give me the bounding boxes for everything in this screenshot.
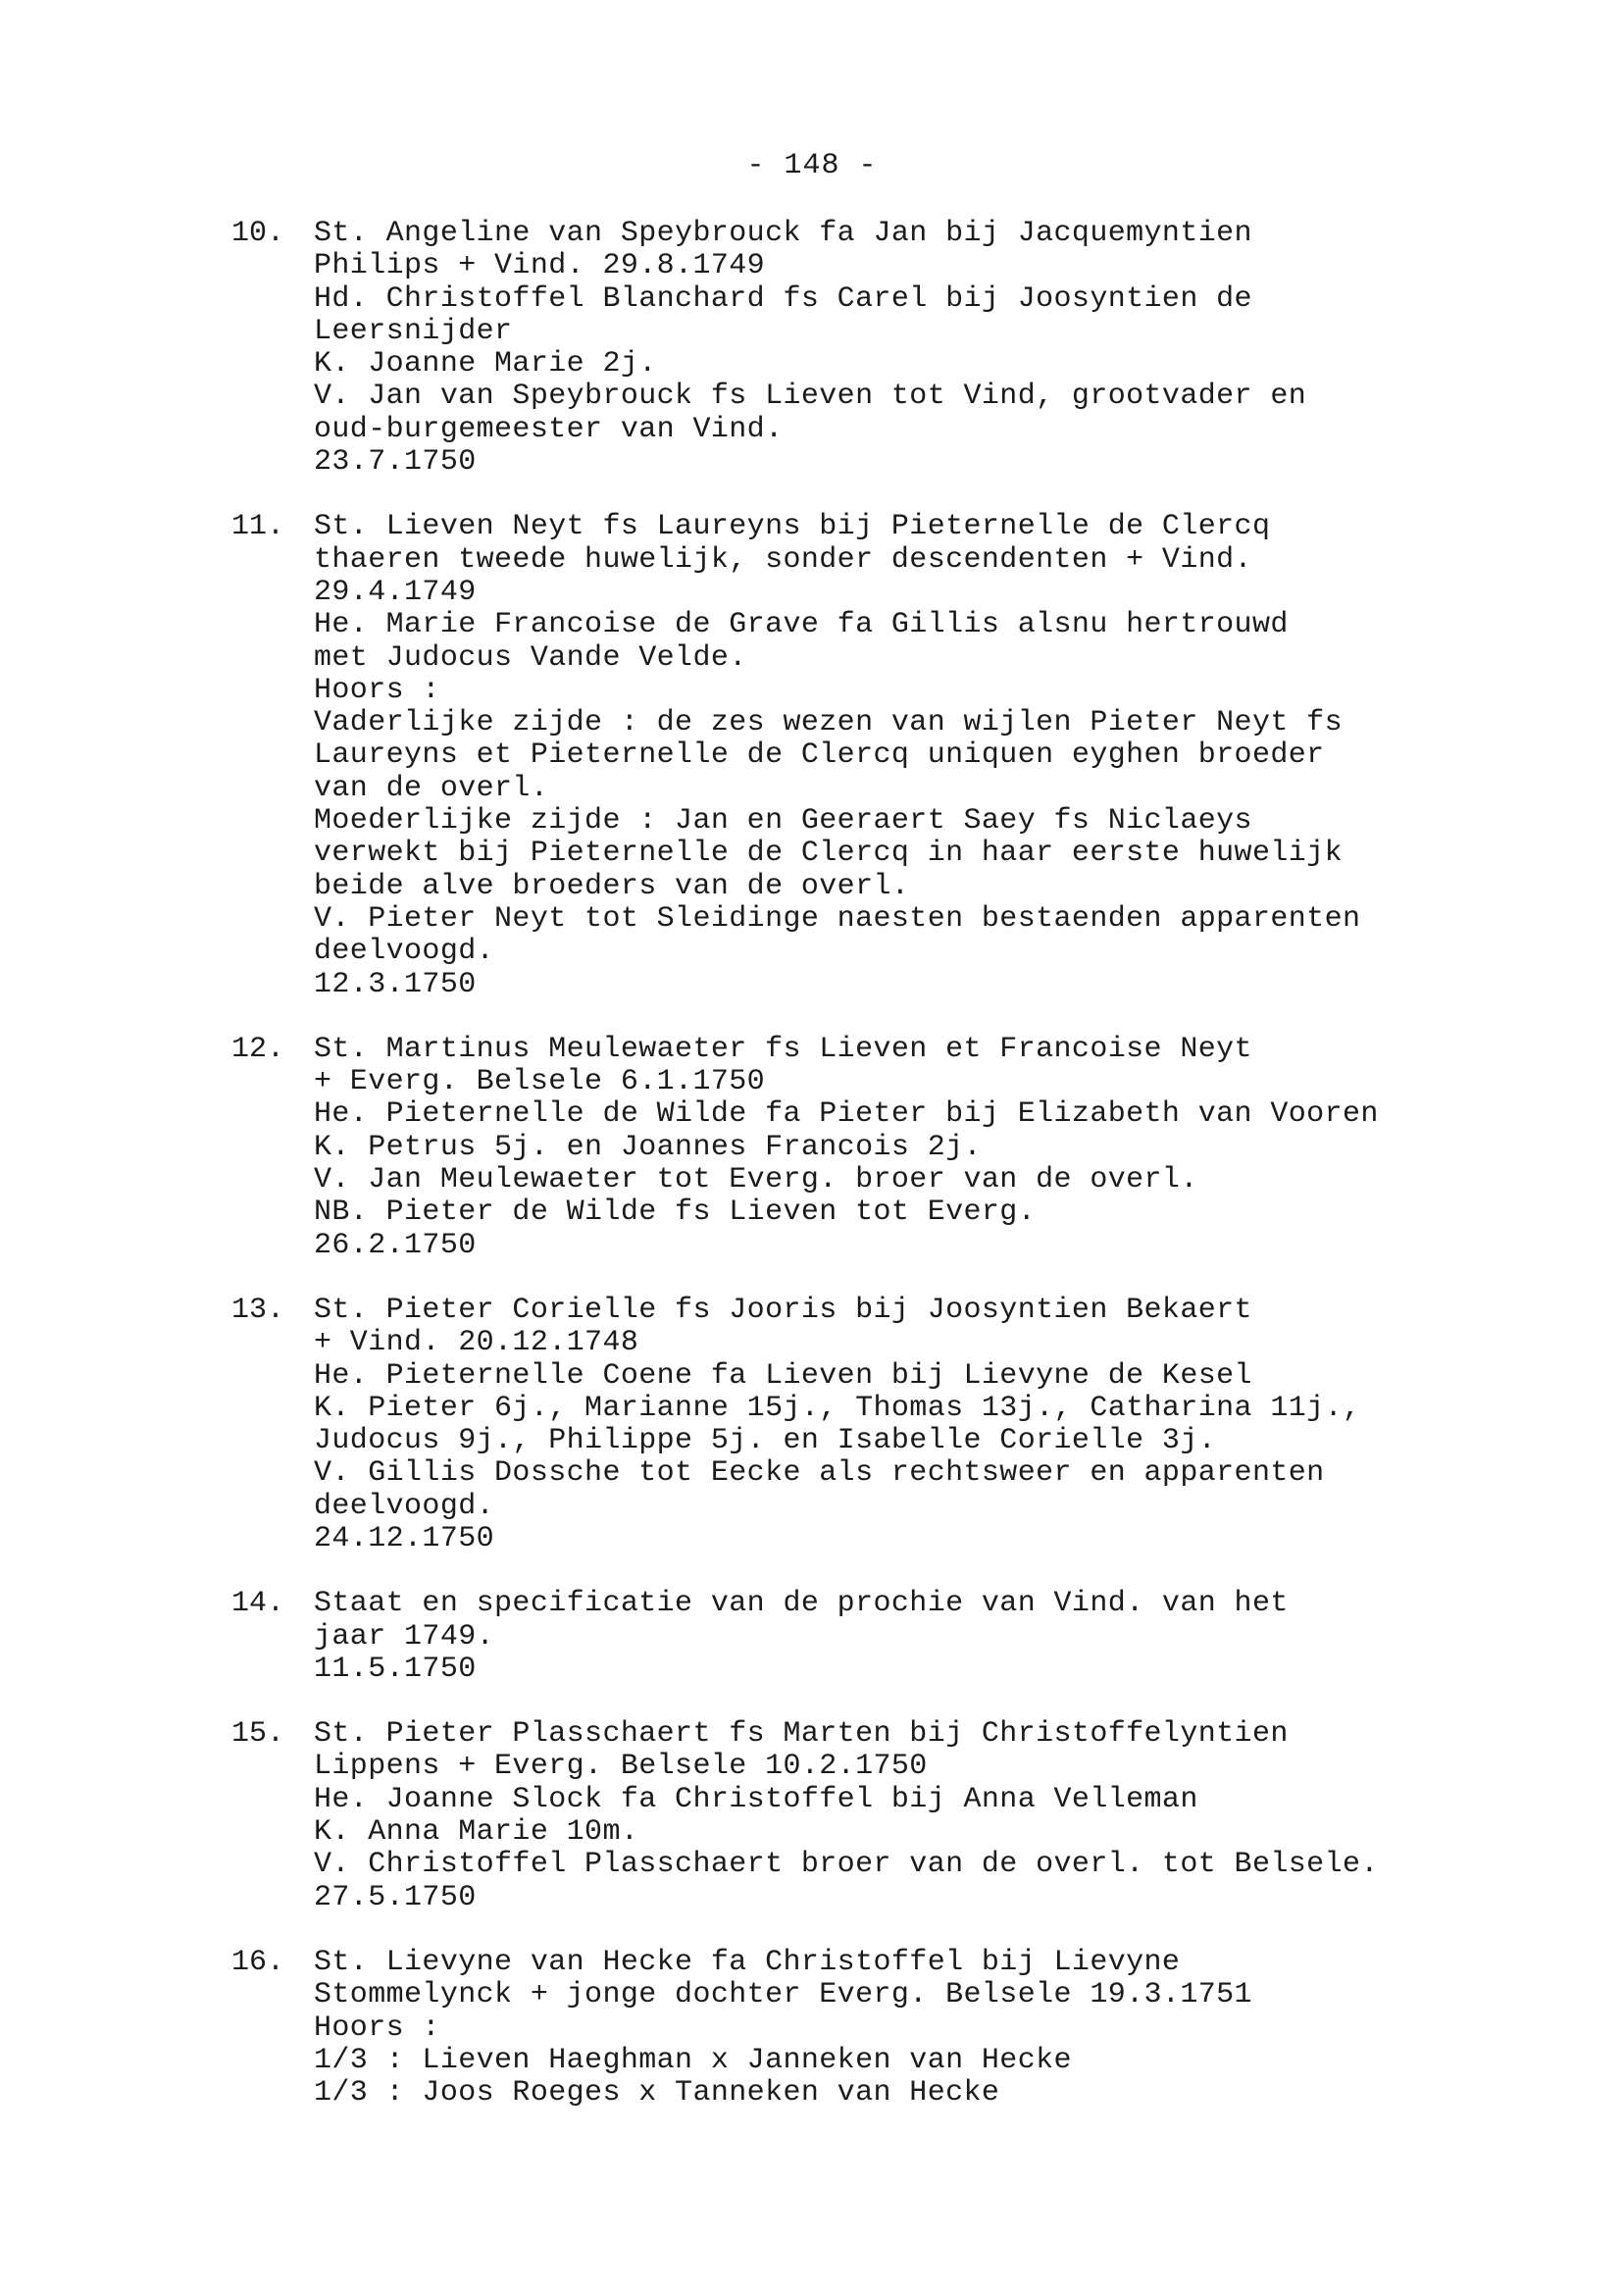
entry-line: He. Marie Francoise de Grave fa Gillis alsnu hertrouwd xyxy=(314,608,1289,642)
entry-line: NB. Pieter de Wilde fs Lieven tot Everg. xyxy=(314,1196,1037,1230)
entry-line: + Vind. 20.12.1748 xyxy=(314,1326,639,1360)
entry xyxy=(231,1295,1497,1555)
entry xyxy=(231,1718,1497,1914)
entry-line: verwekt bij Pieternelle de Clercq in haar eerste huwelijk xyxy=(314,837,1343,871)
entry-line: Vaderlijke zijde : de zes wezen van wijlen Pieter Neyt fs xyxy=(314,706,1343,740)
entry-line: Hoors : xyxy=(314,2011,440,2045)
entry-line: Judocus 9j., Philippe 5j. en Isabelle Corielle 3j. xyxy=(314,1424,1217,1458)
entry-number: 12. xyxy=(231,1032,285,1066)
page-number: - 148 - xyxy=(746,149,878,182)
entry-line: St. Lieven Neyt fs Laureyns bij Pieternelle de Clercq xyxy=(314,510,1271,544)
entry-number: 11. xyxy=(231,510,285,544)
entry xyxy=(231,218,1497,479)
entry-line: V. Jan van Speybrouck fs Lieven tot Vind, grootvader en xyxy=(314,380,1307,414)
entry-line: 11.5.1750 xyxy=(314,1652,477,1686)
entry-line: 26.2.1750 xyxy=(314,1228,477,1262)
entry xyxy=(231,1947,1497,2110)
entry-line: van de overl. xyxy=(314,771,549,805)
entry-line: Lippens + Everg. Belsele 10.2.1750 xyxy=(314,1750,928,1784)
entry-list xyxy=(231,218,1497,2142)
entry-line: Philips + Vind. 29.8.1749 xyxy=(314,249,766,283)
entry-line: He. Joanne Slock fa Christoffel bij Anna Velleman xyxy=(314,1782,1198,1816)
entry-line: thaeren tweede huwelijk, sonder descendenten + Vind. xyxy=(314,542,1252,577)
entry-line: V. Gillis Dossche tot Eecke als rechtsweer en apparenten xyxy=(314,1456,1325,1491)
entry-line: Leersnijder xyxy=(314,314,513,348)
entry-line: Laureyns et Pieternelle de Clercq uniquen eyghen broeder xyxy=(314,738,1325,773)
entry-line: 1/3 : Joos Roeges x Tanneken van Hecke xyxy=(314,2076,1000,2111)
entry-line: Stommelynck + jonge dochter Everg. Belsele 19.3.1751 xyxy=(314,1978,1252,2012)
entry-line: deelvoogd. xyxy=(314,1489,495,1523)
entry-number: 13. xyxy=(231,1293,285,1327)
entry-line: St. Pieter Plasschaert fs Marten bij Christoffelyntien xyxy=(314,1717,1289,1752)
entry-line: V. Christoffel Plasschaert broer van de overl. tot Belsele. xyxy=(314,1848,1379,1882)
entry-line: St. Martinus Meulewaeter fs Lieven et Francoise Neyt xyxy=(314,1032,1252,1066)
entry-line: V. Pieter Neyt tot Sleidinge naesten bestaenden apparenten xyxy=(314,901,1361,936)
entry-line: St. Lievyne van Hecke fa Christoffel bij Lievyne xyxy=(314,1945,1181,1979)
entry xyxy=(231,1588,1497,1686)
entry xyxy=(231,511,1497,1000)
entry-line: K. Joanne Marie 2j. xyxy=(314,347,657,382)
entry-line: Hd. Christoffel Blanchard fs Carel bij Joosyntien de xyxy=(314,281,1252,316)
entry-line: He. Pieternelle de Wilde fa Pieter bij Elizabeth van Vooren xyxy=(314,1097,1379,1132)
entry-line: met Judocus Vande Velde. xyxy=(314,640,747,675)
entry-line: 23.7.1750 xyxy=(314,445,477,480)
entry-line: 27.5.1750 xyxy=(314,1880,477,1914)
entry-line: K. Anna Marie 10m. xyxy=(314,1815,639,1850)
entry-line: 1/3 : Lieven Haeghman x Janneken van Hecke xyxy=(314,2043,1072,2077)
entry-line: beide alve broeders van de overl. xyxy=(314,869,910,903)
entry-line: jaar 1749. xyxy=(314,1619,495,1654)
entry-line: St. Angeline van Speybrouck fa Jan bij Jacquemyntien xyxy=(314,217,1252,250)
entry-number: 16. xyxy=(231,1945,285,1979)
entry-line: deelvoogd. xyxy=(314,935,495,969)
entry-line: K. Petrus 5j. en Joannes Francois 2j. xyxy=(314,1130,982,1164)
entry-number: 14. xyxy=(231,1587,285,1621)
entry-line: oud-burgemeester van Vind. xyxy=(314,412,784,446)
entry-line: Moederlijke zijde : Jan en Geeraert Saey fs Niclaeys xyxy=(314,804,1252,839)
entry-number: 10. xyxy=(231,217,285,250)
entry-line: Hoors : xyxy=(314,673,440,707)
entry-line: 24.12.1750 xyxy=(314,1521,495,1555)
entry-line: 29.4.1749 xyxy=(314,575,477,609)
entry-line: 12.3.1750 xyxy=(314,967,477,1001)
entry-line: + Everg. Belsele 6.1.1750 xyxy=(314,1065,766,1099)
entry-line: St. Pieter Corielle fs Jooris bij Joosyntien Bekaert xyxy=(314,1293,1252,1327)
entry-line: K. Pieter 6j., Marianne 15j., Thomas 13j., Catharina 11j., xyxy=(314,1391,1361,1425)
entry-line: V. Jan Meulewaeter tot Everg. broer van de overl. xyxy=(314,1163,1198,1197)
entry-number: 15. xyxy=(231,1717,285,1752)
entry-line: He. Pieternelle Coene fa Lieven bij Lievyne de Kesel xyxy=(314,1358,1252,1393)
entry-line: Staat en specificatie van de prochie van Vind. van het xyxy=(314,1587,1289,1621)
entry xyxy=(231,1034,1497,1262)
